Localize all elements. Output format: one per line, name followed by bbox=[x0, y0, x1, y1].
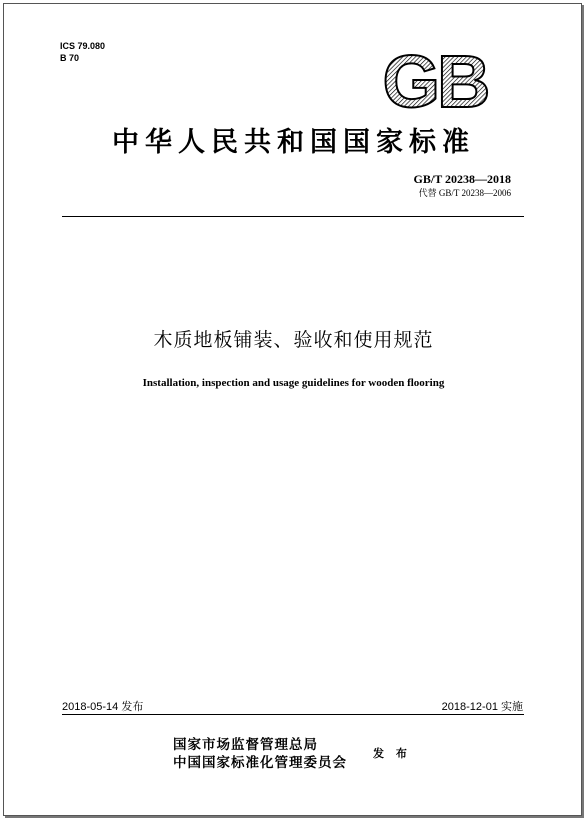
header-divider bbox=[62, 216, 524, 217]
issue-action: 发 布 bbox=[373, 747, 411, 760]
footer-divider bbox=[62, 714, 524, 715]
standard-type-heading: 中华人民共和国国家标准 bbox=[112, 127, 475, 158]
classification-block bbox=[60, 40, 105, 64]
issue-date: 2018-05-14 发布 bbox=[62, 701, 144, 713]
gb-logo-icon bbox=[376, 45, 494, 113]
logo-text: GB bbox=[382, 45, 488, 113]
replaced-standard: 代替 GB/T 20238—2006 bbox=[418, 188, 511, 198]
standard-number: GB/T 20238—2018 bbox=[413, 172, 511, 186]
chinese-title: 木质地板铺装、验收和使用规范 bbox=[153, 329, 434, 351]
issuing-authorities bbox=[173, 736, 347, 772]
ics-code: ICS 79.080 bbox=[60, 41, 106, 51]
issuer-sac: 中国国家标准化管理委员会 bbox=[173, 755, 347, 771]
ccs-code: B 70 bbox=[60, 53, 80, 63]
issuer-samr: 国家市场监督管理总局 bbox=[173, 737, 318, 753]
english-title: Installation, inspection and usage guidelines for wooden flooring bbox=[142, 377, 445, 389]
implementation-date: 2018-12-01 实施 bbox=[441, 701, 523, 713]
